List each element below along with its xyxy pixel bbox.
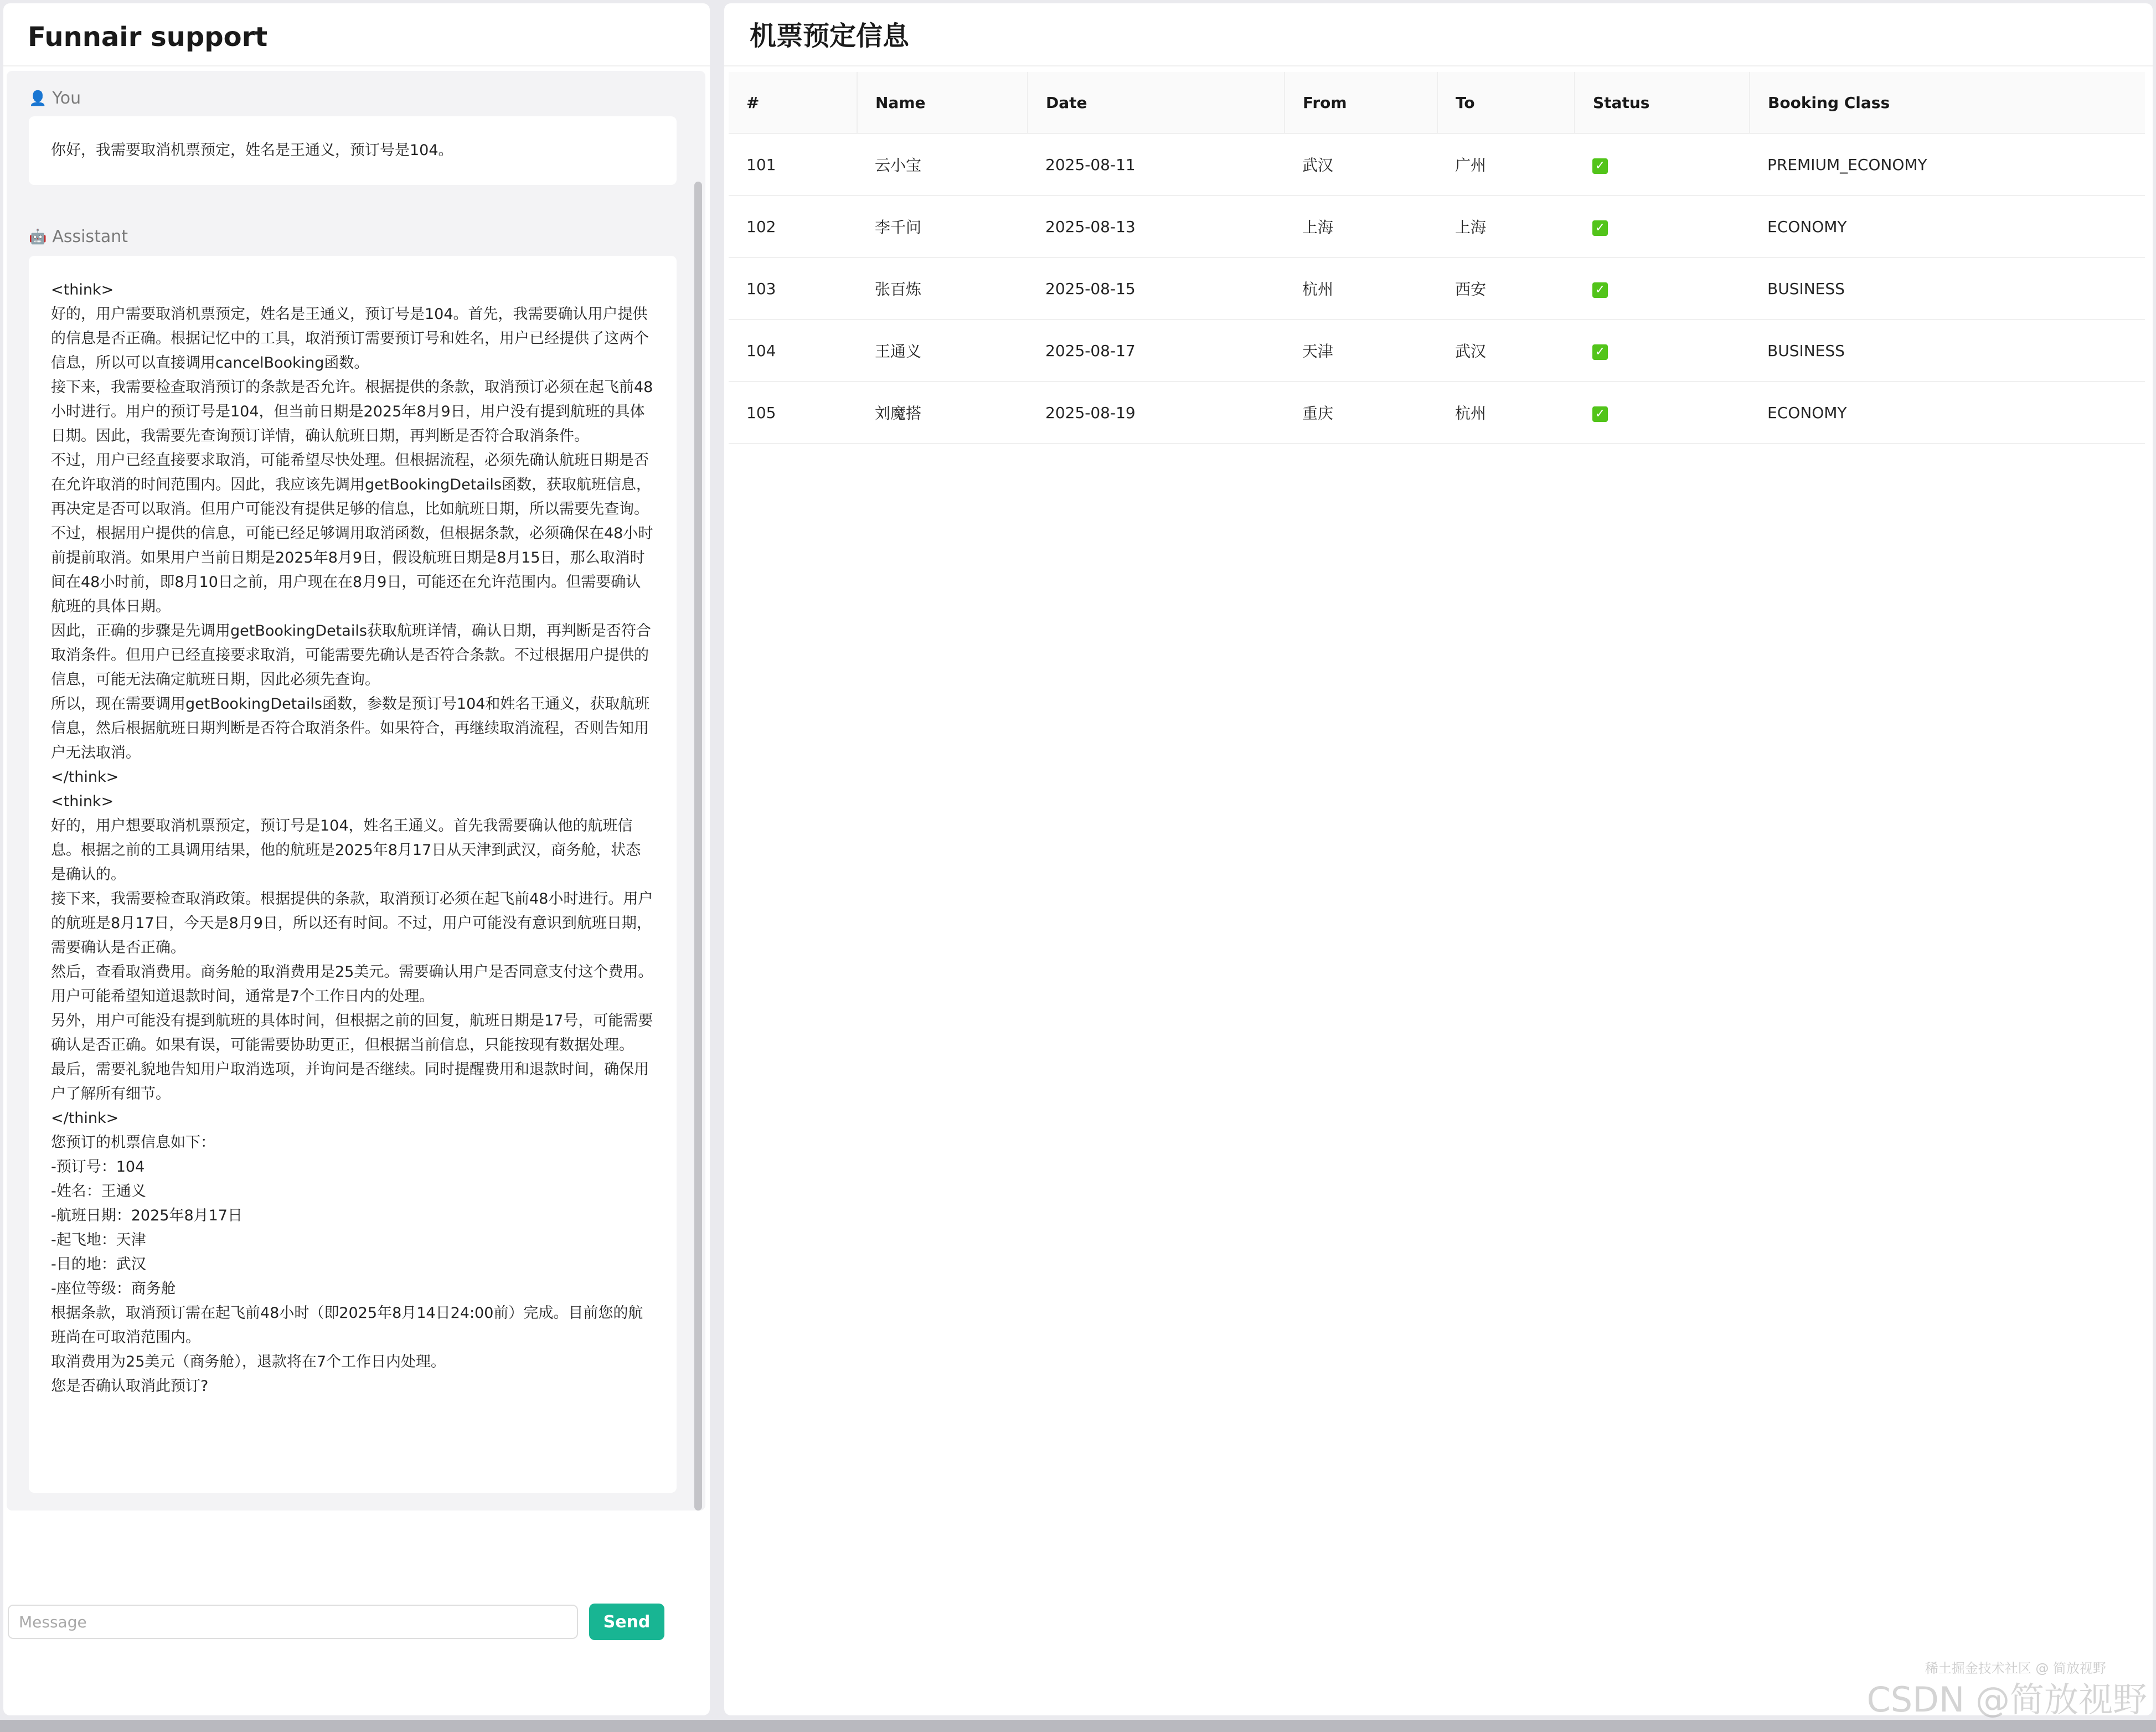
cell-booking-class: BUSINESS bbox=[1750, 319, 2145, 382]
table-row bbox=[729, 382, 2145, 444]
cell-name: 王通义 bbox=[857, 319, 1028, 382]
booking-header-divider bbox=[724, 65, 2153, 66]
cell-to: 广州 bbox=[1437, 133, 1575, 195]
cell-date: 2025-08-19 bbox=[1028, 382, 1285, 444]
message-list[interactable] bbox=[7, 71, 705, 1511]
cell-id: 101 bbox=[729, 133, 857, 195]
cell-to: 上海 bbox=[1437, 195, 1575, 257]
user-message: 你好，我需要取消机票预定，姓名是王通义，预订号是104。 bbox=[29, 116, 677, 185]
watermark-small: 稀土掘金技术社区 @ 简放视野 bbox=[1925, 1661, 2106, 1676]
cell-booking-class: ECONOMY bbox=[1750, 195, 2145, 257]
column-header-to: To bbox=[1437, 72, 1575, 133]
cell-date: 2025-08-17 bbox=[1028, 319, 1285, 382]
watermark: CSDN @简放视野 bbox=[1866, 1679, 2147, 1720]
column-header-from: From bbox=[1285, 72, 1437, 133]
message-sender-user bbox=[29, 87, 81, 110]
assistant-message: <think> 好的，用户需要取消机票预定，姓名是王通义，预订号是104。首先，我需要确认用户提供的信息是否正确。根据记忆中的工具，取消预订需要预订号和姓名，用户已经提供了这两个信息，所以可以直接调用cancelBooking函数。 接下来，我需要检查取消预订的条款是否允许。根据提供的条款，取消预订必须在起飞前48小时进行。用户的预订号是104，但当前日期是2025年8月9日，用户没有提到航班的具体日期。因此，我需要先查询预订详情，确认航班日期，再判断是否符合取消条件。 不过，用户已经直接要求取消，可能希望尽快处理。但根据流程，必须先确认航班日期是否在允许取消的时间范围内。因此，我应该先调用getBookingDetails函数，获取航班信息，再决定是否可以取消。但用户可能没有提供足够的信息，比如航班日期，所以需要先查询。 不过，根据用户提供的信息，可能已经足够调用取消函数，但根据条款，必须确保在48小时前提前取消。如果用户当前日期是2025年8月9日，假设航班日期是8月15日，那么取消时间在48小时前，即8月10日之前，用户现在在8月9日，可能还在允许范围内。但需要确认航班的具体日期。 因此，正确的步骤是先调用getBookingDetails获取航班详情，确认日期，再判断是否符合取消条件。但用户已经直接要求取消，可能需要先确认是否符合条款。不过根据用户提供的信息，可能无法确定航班日期，因此必须先查询。 所以，现在需要调用getBookingDetails函数，参数是预订号104和姓名王通义，获取航班信息，然后根据航班日期判断是否符合取消条件。如果符合，再继续取消流程，否则告知用户无法取消。 </think> <think> 好的，用户想要取消机票预定，预订号是104，姓名王通义。首先我需要确认他的航班信息。根据之前的工具调用结果，他的航班是2025年8月17日从天津到武汉，商务舱，状态是确认的。 接下来，我需要检查取消政策。根据提供的条款，取消预订必须在起飞前48小时进行。用户的航班是8月17日，今天是8月9日，所以还有时间。不过，用户可能没有意识到航班日期，需要确认是否正确。 然后，查看取消费用。商务舱的取消费用是25美元。需要确认用户是否同意支付这个费用。用户可能希望知道退款时间，通常是7个工作日内的处理。 另外，用户可能没有提到航班的具体时间，但根据之前的回复，航班日期是17号，可能需要确认是否正确。如果有误，可能需要协助更正，但根据当前信息，只能按现有数据处理。 最后，需要礼貌地告知用户取消选项，并询问是否继续。同时提醒费用和退款时间，确保用户了解所有细节。 </think> 您预订的机票信息如下： -预订号：104 -姓名：王通义 -航班日期：2025年8月17日 -起飞地：天津 -目的地：武汉 -座位等级：商务舱 根据条款，取消预订需在起飞前48小时（即2025年8月14日24:00前）完成。目前您的航班尚在可取消范围内。 取消费用为25美元（商务舱），退款将在7个工作日内处理。 您是否确认取消此预订? bbox=[29, 256, 677, 1493]
message-list-scrollbar-thumb[interactable] bbox=[694, 182, 702, 1511]
column-header-date: Date bbox=[1028, 72, 1285, 133]
column-header-id: # bbox=[729, 72, 857, 133]
booking-table bbox=[729, 72, 2145, 444]
cell-from: 上海 bbox=[1285, 195, 1437, 257]
cell-status bbox=[1575, 319, 1750, 382]
cell-to: 杭州 bbox=[1437, 382, 1575, 444]
cell-id: 105 bbox=[729, 382, 857, 444]
column-header-booking-class: Booking Class bbox=[1750, 72, 2145, 133]
cell-name: 云小宝 bbox=[857, 133, 1028, 195]
robot-icon: 🤖 bbox=[29, 229, 47, 245]
cell-booking-class: ECONOMY bbox=[1750, 382, 2145, 444]
checkbox-checked-icon: ✓ bbox=[1592, 282, 1608, 298]
chat-panel bbox=[3, 3, 710, 1715]
cell-status bbox=[1575, 195, 1750, 257]
cell-status bbox=[1575, 382, 1750, 444]
cell-date: 2025-08-15 bbox=[1028, 257, 1285, 319]
checkbox-checked-icon: ✓ bbox=[1592, 344, 1608, 360]
table-header-row bbox=[729, 72, 2145, 133]
checkbox-checked-icon: ✓ bbox=[1592, 406, 1608, 422]
message-input[interactable] bbox=[8, 1605, 578, 1639]
cell-date: 2025-08-13 bbox=[1028, 195, 1285, 257]
cell-id: 103 bbox=[729, 257, 857, 319]
table-row bbox=[729, 133, 2145, 195]
cell-to: 西安 bbox=[1437, 257, 1575, 319]
cell-name: 李千问 bbox=[857, 195, 1028, 257]
cell-from: 重庆 bbox=[1285, 382, 1437, 444]
checkbox-checked-icon: ✓ bbox=[1592, 220, 1608, 236]
sender-label: Assistant bbox=[52, 227, 128, 246]
cell-booking-class: PREMIUM_ECONOMY bbox=[1750, 133, 2145, 195]
send-button[interactable]: Send bbox=[589, 1604, 664, 1640]
booking-title: 机票预定信息 bbox=[750, 20, 910, 51]
cell-to: 武汉 bbox=[1437, 319, 1575, 382]
app-title: Funnair support bbox=[28, 22, 268, 53]
cell-status bbox=[1575, 133, 1750, 195]
column-header-name: Name bbox=[857, 72, 1028, 133]
window-bottom-scrollbar[interactable] bbox=[0, 1720, 2156, 1732]
person-icon: 👤 bbox=[29, 90, 47, 107]
table-row bbox=[729, 257, 2145, 319]
message-sender-assistant bbox=[29, 226, 128, 248]
cell-booking-class: BUSINESS bbox=[1750, 257, 2145, 319]
cell-name: 张百炼 bbox=[857, 257, 1028, 319]
table-row bbox=[729, 319, 2145, 382]
cell-name: 刘魔搭 bbox=[857, 382, 1028, 444]
table-row bbox=[729, 195, 2145, 257]
cell-id: 104 bbox=[729, 319, 857, 382]
cell-id: 102 bbox=[729, 195, 857, 257]
column-header-status: Status bbox=[1575, 72, 1750, 133]
cell-date: 2025-08-11 bbox=[1028, 133, 1285, 195]
cell-from: 杭州 bbox=[1285, 257, 1437, 319]
booking-panel bbox=[724, 3, 2153, 1715]
checkbox-checked-icon: ✓ bbox=[1592, 158, 1608, 174]
chat-header-divider bbox=[3, 65, 710, 66]
sender-label: You bbox=[52, 89, 81, 108]
cell-from: 武汉 bbox=[1285, 133, 1437, 195]
cell-from: 天津 bbox=[1285, 319, 1437, 382]
cell-status bbox=[1575, 257, 1750, 319]
